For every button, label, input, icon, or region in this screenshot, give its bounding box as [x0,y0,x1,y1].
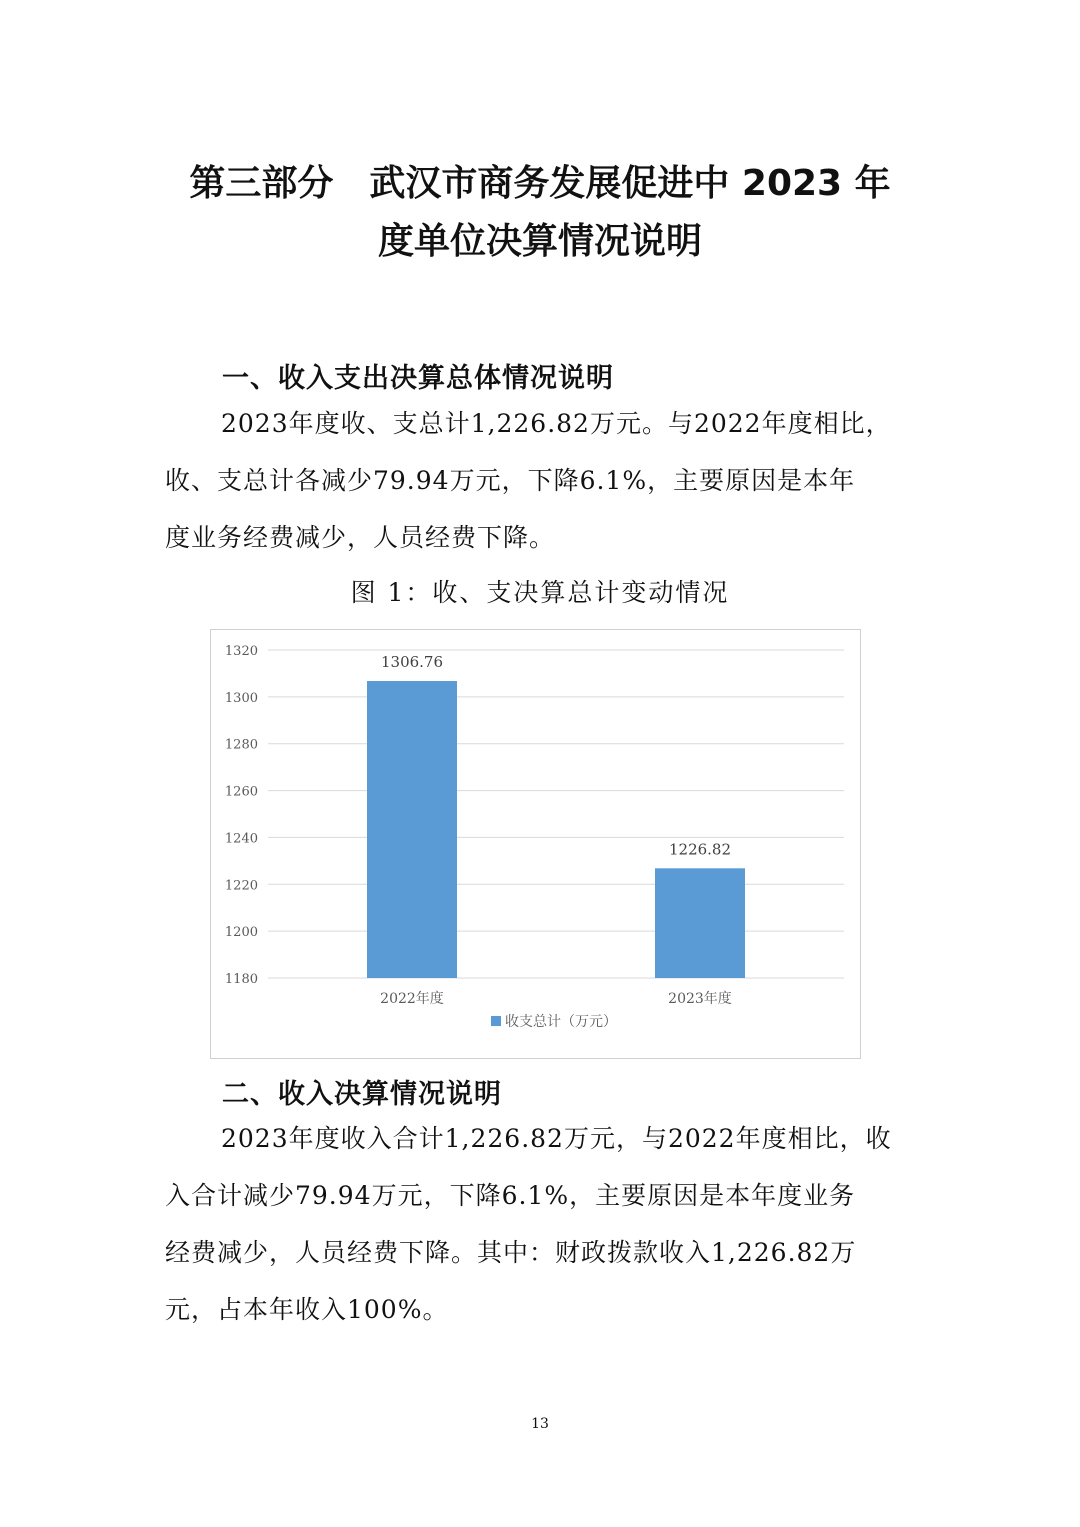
section-2-line-1: 2023年度收入合计1,226.82万元，与2022年度相比，收 [221,1124,892,1153]
y-tick-label-1320: 1320 [224,644,258,659]
y-tick-label-1240: 1240 [224,831,258,847]
data-label-2022年度: 1306.76 [380,653,444,672]
y-tick-label-1300: 1300 [224,690,258,706]
y-tick-label-1220: 1220 [224,878,258,894]
bar-chart-svg [211,630,862,1060]
section-1-paragraph [165,395,917,566]
legend-swatch [491,1016,501,1026]
page-title [0,155,1080,271]
figure-1-caption: 图 1：收、支决算总计变动情况 [350,578,730,607]
page-number: 13 [531,1416,549,1432]
section-2-paragraph [165,1110,917,1338]
section-1-heading: 一、收入支出决算总体情况说明 [222,363,614,394]
section-2-heading: 二、收入决算情况说明 [222,1079,502,1110]
section-2-line-3: 经费减少，人员经费下降。其中：财政拨款收入1,226.82万 [165,1238,857,1267]
x-tick-label-2023年度: 2023年度 [668,991,732,1007]
x-tick-label-2022年度: 2022年度 [380,991,444,1007]
section-2-line-2: 入合计减少79.94万元，下降6.1%，主要原因是本年度业务 [165,1181,856,1210]
data-label-2023年度: 1226.82 [668,840,732,859]
y-tick-label-1180: 1180 [224,972,258,987]
section-1-line-3: 度业务经费减少，人员经费下降。 [165,523,556,552]
bar-chart [210,629,861,1059]
y-tick-label-1260: 1260 [224,784,258,800]
y-tick-label-1280: 1280 [224,737,258,753]
section-1-line-2: 收、支总计各减少79.94万元，下降6.1%，主要原因是本年 [165,466,856,495]
bar-2023年度 [655,868,745,978]
title-line-1: 第三部分 武汉市商务发展促进中 2023 年 [189,163,891,204]
legend-label: 收支总计（万元） [505,1014,617,1030]
section-2-line-4: 元，占本年收入100%。 [165,1295,449,1324]
bar-2022年度 [367,681,457,978]
section-1-line-1: 2023年度收、支总计1,226.82万元。与2022年度相比， [221,409,892,438]
title-line-2: 度单位决算情况说明 [377,221,702,262]
y-tick-label-1200: 1200 [224,925,258,941]
